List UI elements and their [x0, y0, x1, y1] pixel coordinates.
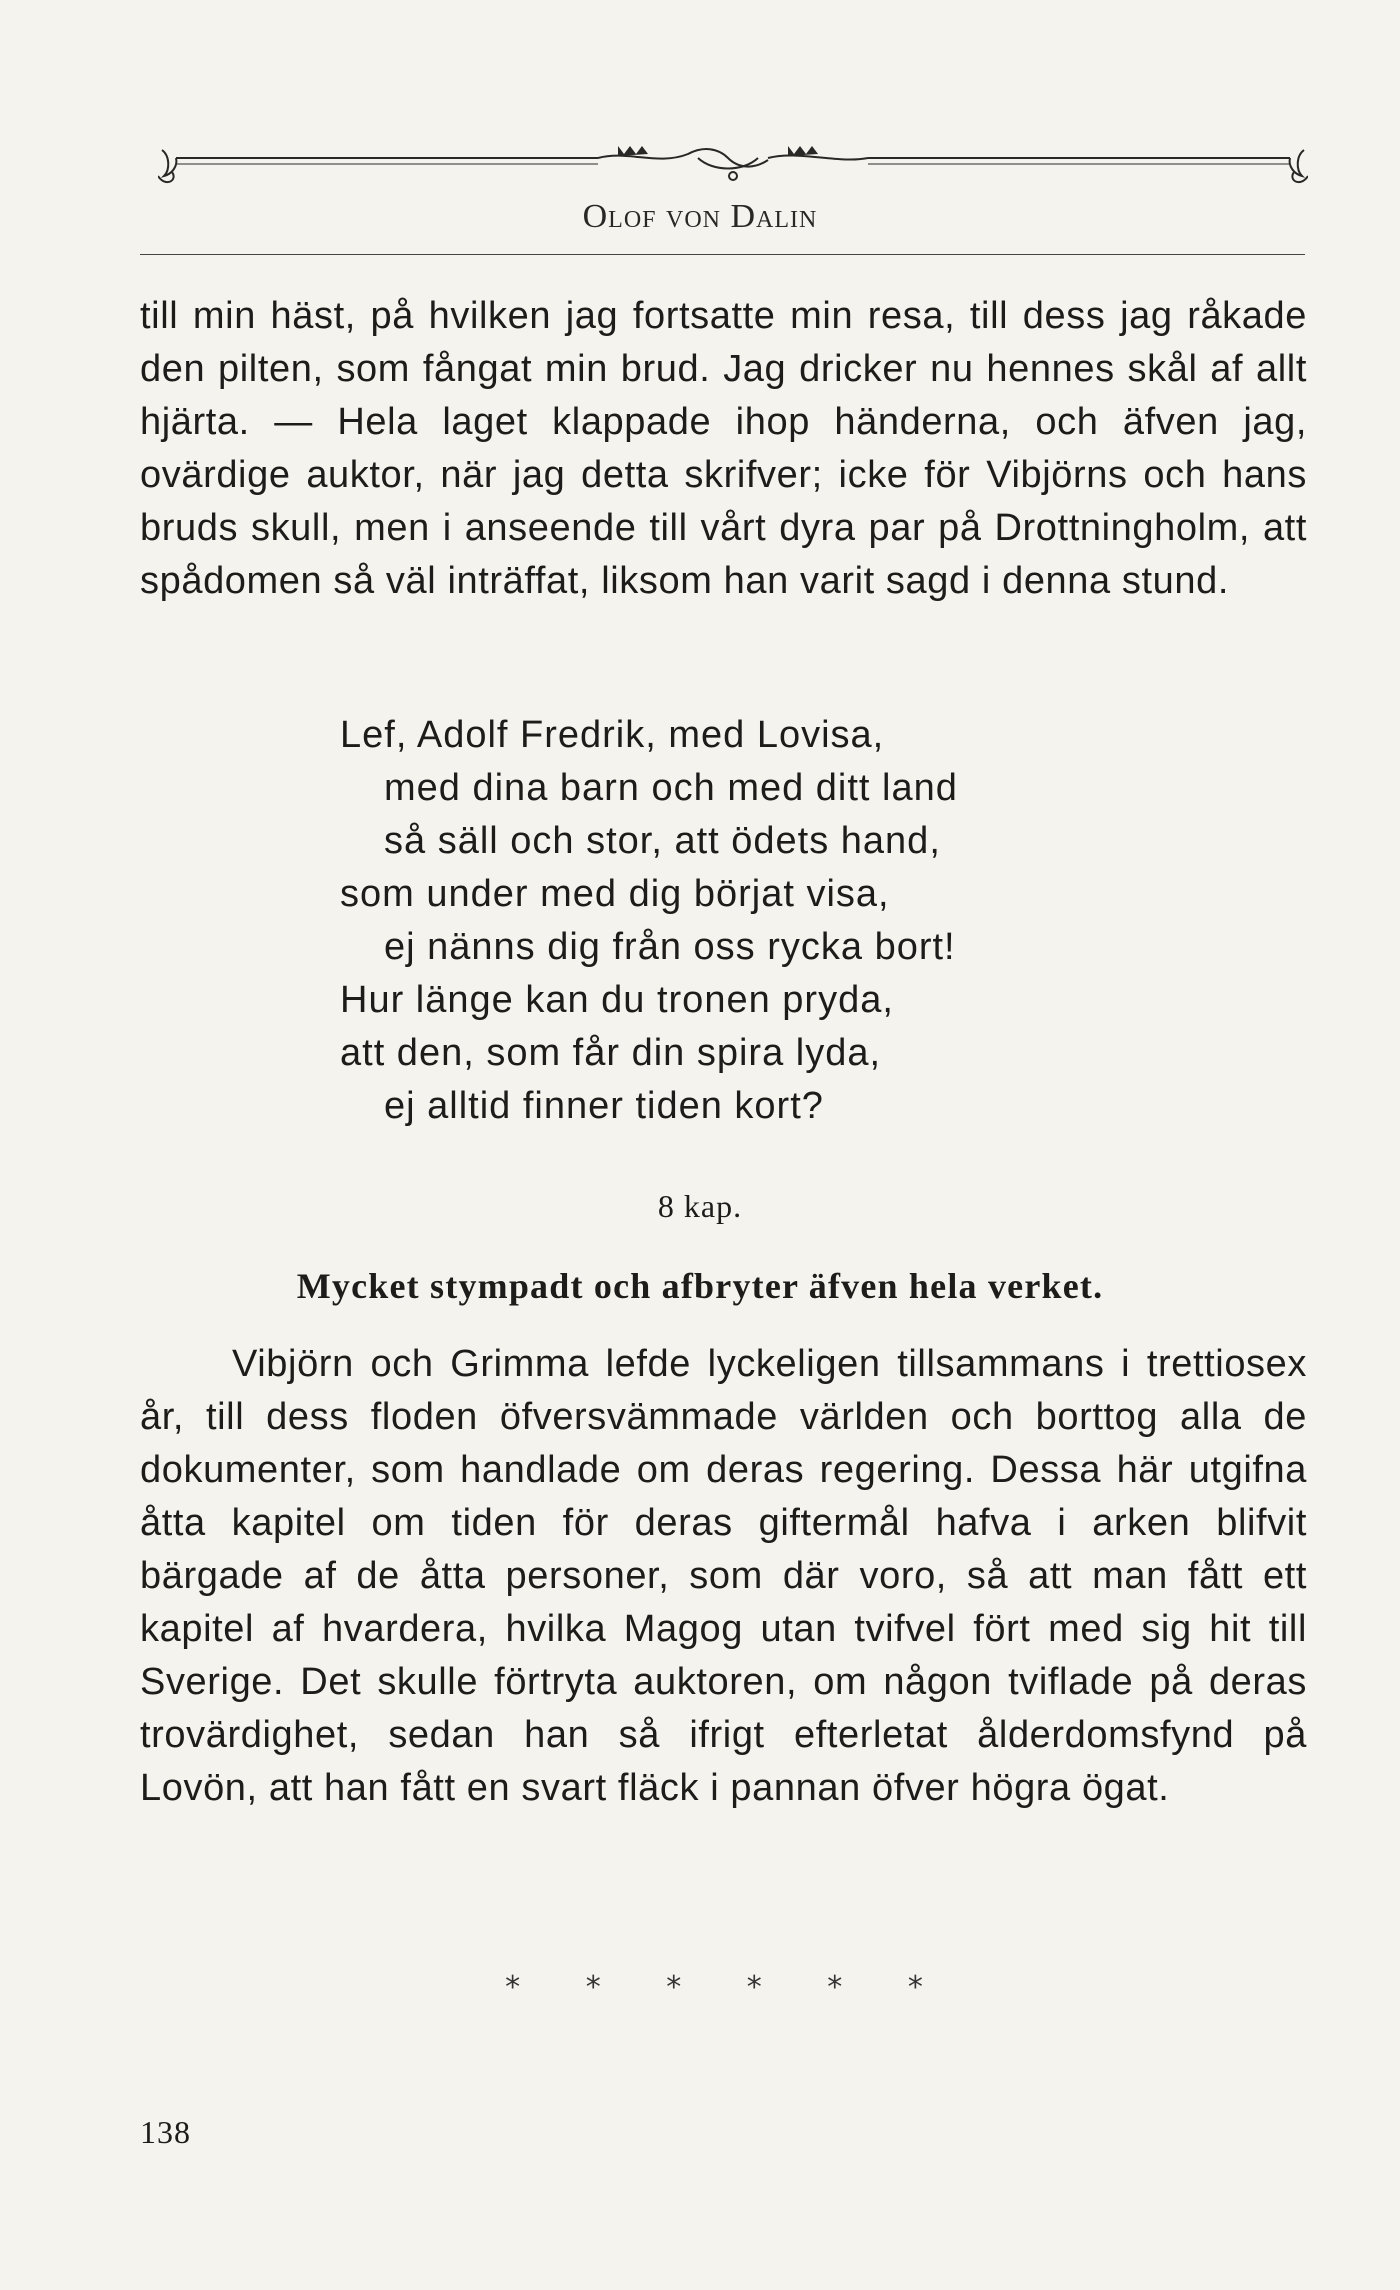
chapter-number: 8 kap.: [657, 1188, 743, 1224]
poem-line: med dina barn och med ditt land: [384, 767, 958, 809]
poem-line: ej nänns dig från oss rycka bort!: [384, 926, 956, 968]
poem-line: Lef, Adolf Fredrik, med Lovisa,: [340, 714, 885, 756]
poem-line: att den, som får din spira lyda,: [340, 1032, 882, 1074]
paragraph-1: till min häst, på hvilken jag fortsatte min resa, till dess jag råkade den pilten, som fångat min brud. Jag dricker nu hennes skål af allt hjärta. — Hela laget klappade ihop händerna, och äfven jag, ovärdige auktor, när jag detta skrifver; icke för Vibjörns och hans bruds skull, men i anseende till vårt dyra par på Drottningholm, att spådomen så väl inträffat, liksom han varit sagd i denna stund.: [140, 295, 1307, 602]
header-rule: [140, 254, 1305, 255]
poem-line: Hur länge kan du tronen pryda,: [340, 979, 894, 1021]
poem-line: så säll och stor, att ödets hand,: [384, 820, 941, 862]
poem: [340, 709, 958, 1133]
paragraph-2: Vibjörn och Grimma lefde lyckeligen tillsammans i trettiosex år, till dess floden öfversvämmade världen och borttog alla de dokumenter, som handlade om deras regering. Dessa här utgifna åtta kapitel om tiden för deras giftermål hafva i arken blifvit bärgade af de åtta personer, som där voro, så att man fått ett kapitel af hvardera, hvilka Magog utan tvifvel fört med sig hit till Sverige. Det skulle förtryta auktoren, om någon tviflade på deras trovärdighet, sedan han så ifrigt efterletat ålderdomsfynd på Lovön, att han fått en svart fläck i pannan öfver högra ögat.: [140, 1343, 1307, 1809]
asterism-separator: * * * * * *: [505, 1970, 951, 2005]
page-number: 138: [140, 2114, 191, 2150]
poem-line: ej alltid finner tiden kort?: [384, 1085, 824, 1127]
poem-line: som under med dig börjat visa,: [340, 873, 890, 915]
running-head: Olof von Dalin: [582, 198, 818, 235]
header-ornament-icon: [158, 136, 1308, 196]
chapter-title: Mycket stympadt och afbryter äfven hela verket.: [296, 1266, 1104, 1306]
